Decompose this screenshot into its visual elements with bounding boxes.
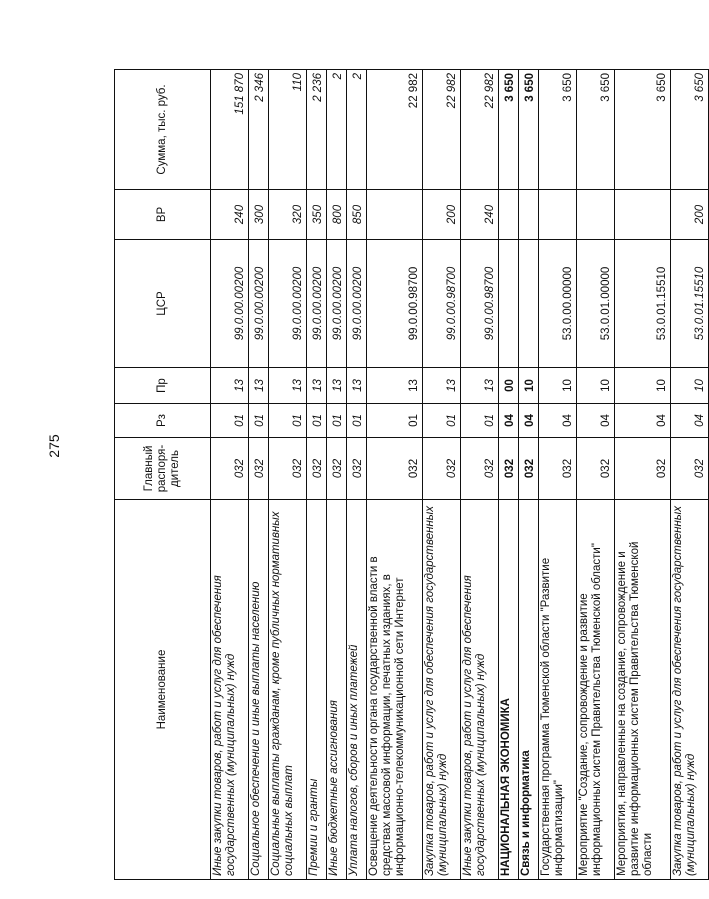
cell-grbs: 032 bbox=[249, 438, 269, 500]
cell-name: Иные бюджетные ассигнования bbox=[327, 500, 347, 880]
cell-grbs: 032 bbox=[269, 438, 307, 500]
cell-sum: 3 650 bbox=[499, 70, 519, 190]
cell-name: Социальные выплаты гражданам, кроме публичных нормативных социальных выплат bbox=[269, 500, 307, 880]
cell-grbs: 032 bbox=[519, 438, 539, 500]
cell-pr: 13 bbox=[211, 368, 249, 404]
cell-sum: 22 982 bbox=[423, 70, 461, 190]
cell-vr: 800 bbox=[327, 190, 347, 240]
cell-vr: 240 bbox=[461, 190, 499, 240]
cell-rz: 01 bbox=[327, 404, 347, 438]
cell-csr bbox=[519, 240, 539, 368]
cell-vr: 850 bbox=[347, 190, 367, 240]
table-row bbox=[539, 70, 577, 880]
header-sum: Сумма, тыс. руб. bbox=[115, 70, 211, 190]
cell-csr: 99.0.00.00200 bbox=[249, 240, 269, 368]
cell-sum: 151 870 bbox=[211, 70, 249, 190]
cell-grbs: 032 bbox=[615, 438, 671, 500]
cell-grbs: 032 bbox=[461, 438, 499, 500]
cell-name: Мероприятия, направленные на создание, сопровождение и развитие информационных систем Правительства Тюменской области bbox=[615, 500, 671, 880]
cell-csr: 99.0.00.98700 bbox=[367, 240, 423, 368]
cell-sum: 3 650 bbox=[539, 70, 577, 190]
cell-vr: 200 bbox=[671, 190, 709, 240]
cell-vr bbox=[615, 190, 671, 240]
table-row bbox=[327, 70, 347, 880]
cell-rz: 04 bbox=[519, 404, 539, 438]
cell-pr: 10 bbox=[577, 368, 615, 404]
rotated-table-container bbox=[114, 70, 706, 880]
cell-name: Закупка товаров, работ и услуг для обеспечения государственных (муниципальных) нужд bbox=[671, 500, 709, 880]
table-row bbox=[461, 70, 499, 880]
header-name: Наименование bbox=[115, 500, 211, 880]
cell-csr: 53.0.01.15510 bbox=[671, 240, 709, 368]
cell-grbs: 032 bbox=[671, 438, 709, 500]
cell-sum: 2 236 bbox=[307, 70, 327, 190]
cell-rz: 01 bbox=[461, 404, 499, 438]
cell-name: Мероприятие "Создание, сопровождение и развитие информационных систем Правительства Тюменской области" bbox=[577, 500, 615, 880]
cell-vr bbox=[539, 190, 577, 240]
cell-vr bbox=[577, 190, 615, 240]
cell-pr: 13 bbox=[367, 368, 423, 404]
table-row bbox=[211, 70, 249, 880]
table-row bbox=[367, 70, 423, 880]
cell-csr: 99.0.00.00200 bbox=[307, 240, 327, 368]
cell-rz: 01 bbox=[249, 404, 269, 438]
cell-sum: 110 bbox=[269, 70, 307, 190]
cell-pr: 13 bbox=[307, 368, 327, 404]
cell-grbs: 032 bbox=[539, 438, 577, 500]
cell-sum: 2 346 bbox=[249, 70, 269, 190]
cell-name: НАЦИОНАЛЬНАЯ ЭКОНОМИКА bbox=[499, 500, 519, 880]
cell-sum: 2 bbox=[347, 70, 367, 190]
cell-rz: 04 bbox=[499, 404, 519, 438]
cell-csr bbox=[499, 240, 519, 368]
cell-sum: 3 650 bbox=[671, 70, 709, 190]
cell-pr: 13 bbox=[347, 368, 367, 404]
cell-pr: 10 bbox=[671, 368, 709, 404]
cell-rz: 01 bbox=[347, 404, 367, 438]
cell-grbs: 032 bbox=[211, 438, 249, 500]
cell-name: Государственная программа Тюменской области "Развитие информатизации" bbox=[539, 500, 577, 880]
cell-vr bbox=[499, 190, 519, 240]
cell-vr: 350 bbox=[307, 190, 327, 240]
header-rz: Рз bbox=[115, 404, 211, 438]
cell-sum: 3 650 bbox=[577, 70, 615, 190]
cell-name: Премии и гранты bbox=[307, 500, 327, 880]
table-row bbox=[499, 70, 519, 880]
cell-rz: 01 bbox=[367, 404, 423, 438]
cell-grbs: 032 bbox=[423, 438, 461, 500]
header-csr: ЦСР bbox=[115, 240, 211, 368]
cell-vr: 200 bbox=[423, 190, 461, 240]
header-row bbox=[115, 70, 211, 880]
cell-vr: 300 bbox=[249, 190, 269, 240]
cell-csr: 99.0.00.00200 bbox=[327, 240, 347, 368]
cell-pr: 10 bbox=[615, 368, 671, 404]
table-body bbox=[211, 70, 709, 880]
cell-vr: 240 bbox=[211, 190, 249, 240]
cell-grbs: 032 bbox=[307, 438, 327, 500]
cell-vr bbox=[519, 190, 539, 240]
cell-rz: 04 bbox=[577, 404, 615, 438]
cell-csr: 53.0.01.15510 bbox=[615, 240, 671, 368]
cell-name: Социальное обеспечение и иные выплаты населению bbox=[249, 500, 269, 880]
cell-grbs: 032 bbox=[499, 438, 519, 500]
cell-csr: 99.0.00.98700 bbox=[461, 240, 499, 368]
cell-csr: 99.0.00.00200 bbox=[347, 240, 367, 368]
cell-sum: 3 650 bbox=[615, 70, 671, 190]
cell-csr: 99.0.00.98700 bbox=[423, 240, 461, 368]
cell-pr: 10 bbox=[519, 368, 539, 404]
cell-pr: 13 bbox=[269, 368, 307, 404]
cell-pr: 13 bbox=[327, 368, 347, 404]
cell-sum: 2 bbox=[327, 70, 347, 190]
cell-pr: 10 bbox=[539, 368, 577, 404]
cell-name: Иные закупки товаров, работ и услуг для обеспечения государственных (муниципальных) нужд bbox=[461, 500, 499, 880]
cell-name: Уплата налогов, сборов и иных платежей bbox=[347, 500, 367, 880]
cell-grbs: 032 bbox=[347, 438, 367, 500]
cell-pr: 13 bbox=[249, 368, 269, 404]
cell-pr: 13 bbox=[461, 368, 499, 404]
table-row bbox=[577, 70, 615, 880]
table-row bbox=[347, 70, 367, 880]
cell-sum: 22 982 bbox=[461, 70, 499, 190]
cell-vr bbox=[367, 190, 423, 240]
cell-rz: 01 bbox=[423, 404, 461, 438]
cell-name: Связь и информатика bbox=[519, 500, 539, 880]
header-vr: ВР bbox=[115, 190, 211, 240]
table-row bbox=[423, 70, 461, 880]
cell-grbs: 032 bbox=[367, 438, 423, 500]
header-pr: Пр bbox=[115, 368, 211, 404]
table-row bbox=[671, 70, 709, 880]
cell-name: Закупка товаров, работ и услуг для обеспечения государственных (муниципальных) нужд bbox=[423, 500, 461, 880]
cell-sum: 22 982 bbox=[367, 70, 423, 190]
header-grbs: Главный распоря-дитель bbox=[115, 438, 211, 500]
cell-pr: 00 bbox=[499, 368, 519, 404]
table-row bbox=[615, 70, 671, 880]
cell-rz: 04 bbox=[539, 404, 577, 438]
cell-csr: 99.0.00.00200 bbox=[211, 240, 249, 368]
page-number: 275 bbox=[46, 434, 62, 458]
cell-csr: 53.0.01.00000 bbox=[577, 240, 615, 368]
cell-rz: 01 bbox=[211, 404, 249, 438]
cell-grbs: 032 bbox=[327, 438, 347, 500]
cell-vr: 320 bbox=[269, 190, 307, 240]
cell-grbs: 032 bbox=[577, 438, 615, 500]
cell-name: Иные закупки товаров, работ и услуг для обеспечения государственных (муниципальных) нужд bbox=[211, 500, 249, 880]
cell-rz: 04 bbox=[671, 404, 709, 438]
cell-rz: 01 bbox=[269, 404, 307, 438]
cell-rz: 04 bbox=[615, 404, 671, 438]
cell-sum: 3 650 bbox=[519, 70, 539, 190]
table-row bbox=[519, 70, 539, 880]
table-row bbox=[269, 70, 307, 880]
cell-rz: 01 bbox=[307, 404, 327, 438]
cell-csr: 53.0.00.00000 bbox=[539, 240, 577, 368]
cell-csr: 99.0.00.00200 bbox=[269, 240, 307, 368]
cell-pr: 13 bbox=[423, 368, 461, 404]
table-row bbox=[307, 70, 327, 880]
table-row bbox=[249, 70, 269, 880]
budget-table bbox=[114, 69, 709, 880]
cell-name: Освещение деятельности органа государственной власти в средствах массовой информации, печатных изданиях, в информационно-телекоммуникационной сети Интернет bbox=[367, 500, 423, 880]
